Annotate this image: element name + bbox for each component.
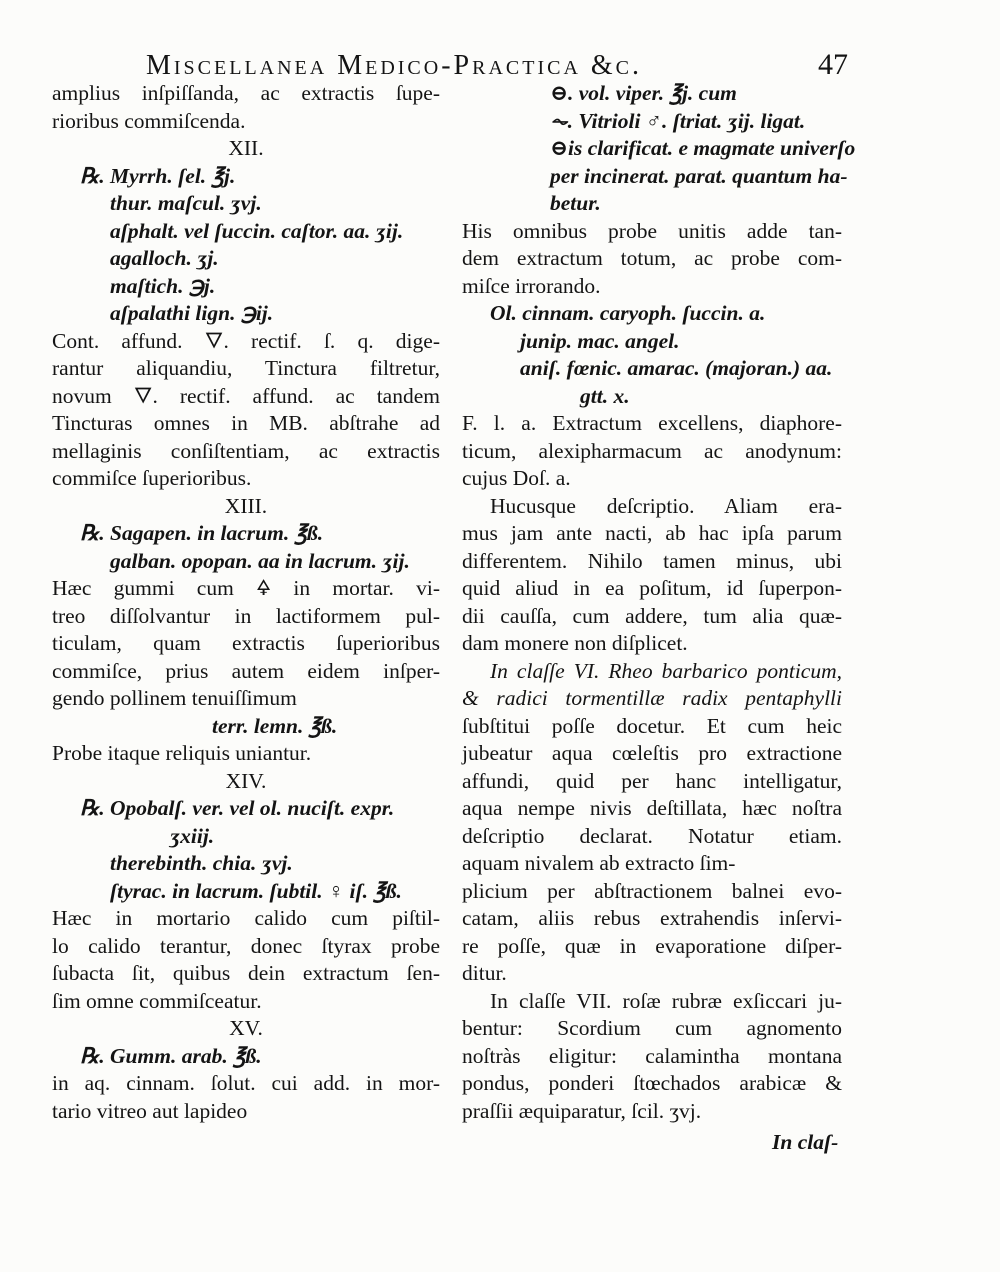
text-line: F. l. a. Extractum excellens, diaphore- xyxy=(462,411,842,435)
text-line: dem extractum totum, ac probe com- xyxy=(462,246,842,270)
text-line: deſcriptio declarat. Notatur etiam. xyxy=(462,823,842,848)
text-line: Cont. affund. 🜄. rectif. ſ. q. dige- xyxy=(52,328,440,353)
text-line: Hucusque deſcriptio. Aliam era- xyxy=(490,493,842,518)
recipe-line: Ol. cinnam. caryoph. ſuccin. a. xyxy=(490,301,766,325)
text-line: Hæc in mortario calido cum piſtil- xyxy=(52,906,440,930)
section-number: XV. xyxy=(229,1016,263,1040)
text-line: ſubſtitui poſſe docetur. Et cum heic xyxy=(462,713,842,738)
left-column xyxy=(52,80,440,1125)
text-line: gendo pollinem tenuiſſimum xyxy=(52,686,297,710)
recipe-line: ℞. Myrrh. ſel. ℥j. xyxy=(80,163,236,188)
page-number: 47 xyxy=(818,48,848,81)
recipe-line: ʒxiij. xyxy=(170,823,215,848)
text-line: ſim omne commiſceatur. xyxy=(52,988,262,1013)
recipe-line: aniſ. fœnic. amarac. (majoran.) aa. xyxy=(520,356,833,380)
text-line: mellaginis conſiſtentiam, ac extractis xyxy=(52,438,440,463)
recipe-line: aſphalt. vel ſuccin. caſtor. aa. ʒij. xyxy=(110,218,404,243)
text-line: pondus, ponderi ſtœchados arabicæ & xyxy=(462,1071,842,1095)
text-line: Probe itaque reliquis uniantur. xyxy=(52,741,312,765)
text-line: aquam nivalem ab extracto ſim- xyxy=(462,851,736,875)
recipe-line: ſtyrac. in lacrum. ſubtil. ♀ iſ. ℥ß. xyxy=(110,878,402,903)
text-line: His omnibus probe unitis adde tan- xyxy=(462,218,842,243)
section-number: XII. xyxy=(228,136,264,160)
recipe-line: ℞. Opobalſ. ver. vel ol. nuciſt. expr. xyxy=(80,796,395,820)
running-head: Miscellanea Medico-Practica &c. xyxy=(146,50,643,81)
text-line: ticulam, quam extractis ſuperioribus xyxy=(52,631,440,655)
text-line: In claſſe VII. roſæ rubræ exſiccari ju- xyxy=(490,988,842,1013)
recipe-line: ⊖. vol. viper. ℥j. cum xyxy=(550,81,737,105)
text-line: re poſſe, quæ in evaporatione diſper- xyxy=(462,933,842,958)
section-number: XIII. xyxy=(224,493,268,518)
text-line: quid aliud in ea poſitum, id ſuperpon- xyxy=(462,576,842,600)
recipe-line: gtt. x. xyxy=(580,383,630,408)
recipe-line: junip. mac. angel. xyxy=(520,328,680,353)
text-line: rioribus commiſcenda. xyxy=(52,108,246,133)
text-line: novum 🜄. rectif. affund. ac tandem xyxy=(52,383,440,408)
text-line: & radici tormentillæ radix pentaphylli xyxy=(462,686,842,710)
text-line: dii cauſſa, cum addere, tum alia quæ- xyxy=(462,603,842,628)
right-column xyxy=(462,80,856,1125)
text-line: ſubacta ſit, quibus dein extractum ſen- xyxy=(52,961,440,985)
text-line: Hæc gummi cum 🜍 in mortar. vi- xyxy=(52,576,440,600)
text-line: cujus Doſ. a. xyxy=(462,466,571,490)
text-line: ditur. xyxy=(462,961,507,985)
text-line: In claſſe VI. Rheo barbarico ponticum, xyxy=(490,658,842,683)
text-line: jubeatur aqua cœleſtis pro extractione xyxy=(462,741,842,765)
text-line: commiſce, prius autem eidem inſper- xyxy=(52,658,440,683)
recipe-line: aſpalathi lign. ℈ij. xyxy=(110,301,274,325)
recipe-line: ⏦. Vitrioli ♂. ſtriat. ʒij. ligat. xyxy=(550,108,806,133)
text-line: Tincturas omnes in MB. abſtrahe ad xyxy=(52,411,440,435)
recipe-line: ℞. Gumm. arab. ℥ß. xyxy=(80,1043,262,1068)
recipe-line: galban. opopan. aa in lacrum. ʒij. xyxy=(110,548,410,573)
recipe-line: maſtich. ℈j. xyxy=(110,273,216,298)
recipe-line: thur. maſcul. ʒvj. xyxy=(110,191,262,215)
recipe-line: ⊖is clarificat. e magmate univerſo xyxy=(550,136,856,160)
recipe-line: betur. xyxy=(550,191,601,215)
text-line: ticum, alexipharmacum ac anodynum: xyxy=(462,438,842,463)
text-line: aqua nempe nivis deſtillata, hæc noſtra xyxy=(462,796,842,820)
section-number: XIV. xyxy=(225,768,267,793)
text-line: differentem. Nihilo tamen minus, ubi xyxy=(462,548,842,573)
catchword: In claſ- xyxy=(772,1130,839,1154)
text-line: catam, aliis rebus extrahendis inſervi- xyxy=(462,906,842,930)
text-line: commiſce ſuperioribus. xyxy=(52,466,252,490)
recipe-line: agalloch. ʒj. xyxy=(110,246,219,270)
text-line: lo calido terantur, donec ſtyrax probe xyxy=(52,933,440,958)
text-line: amplius inſpiſſanda, ac extractis ſupe- xyxy=(52,81,440,105)
text-line: praſſii æquiparatur, ſcil. ʒvj. xyxy=(462,1098,702,1123)
text-line: in aq. cinnam. ſolut. cui add. in mor- xyxy=(52,1071,440,1095)
text-line: rantur aliquandiu, Tinctura filtretur, xyxy=(52,356,440,380)
text-line: noſtràs eligitur: calamintha montana xyxy=(462,1043,842,1068)
text-line: bentur: Scordium cum agnomento xyxy=(462,1016,842,1040)
text-line: treo diſſolvantur in lactiformem pul- xyxy=(52,603,440,628)
recipe-line: per incinerat. parat. quantum ha- xyxy=(550,163,848,188)
text-line: dam monere non diſplicet. xyxy=(462,631,688,655)
recipe-line: therebinth. chia. ʒvj. xyxy=(110,851,293,875)
text-line: mus jam ante nacti, ab hac ipſa parum xyxy=(462,521,842,545)
text-line: tario vitreo aut lapideo xyxy=(52,1098,248,1123)
text-line: affundi, quid per hanc intelligatur, xyxy=(462,768,842,793)
text-line: miſce irrorando. xyxy=(462,273,601,298)
text-line: plicium per abſtractionem balnei evo- xyxy=(462,878,842,903)
recipe-line: ℞. Sagapen. in lacrum. ℥ß. xyxy=(80,521,324,545)
recipe-line: terr. lemn. ℥ß. xyxy=(212,713,338,738)
